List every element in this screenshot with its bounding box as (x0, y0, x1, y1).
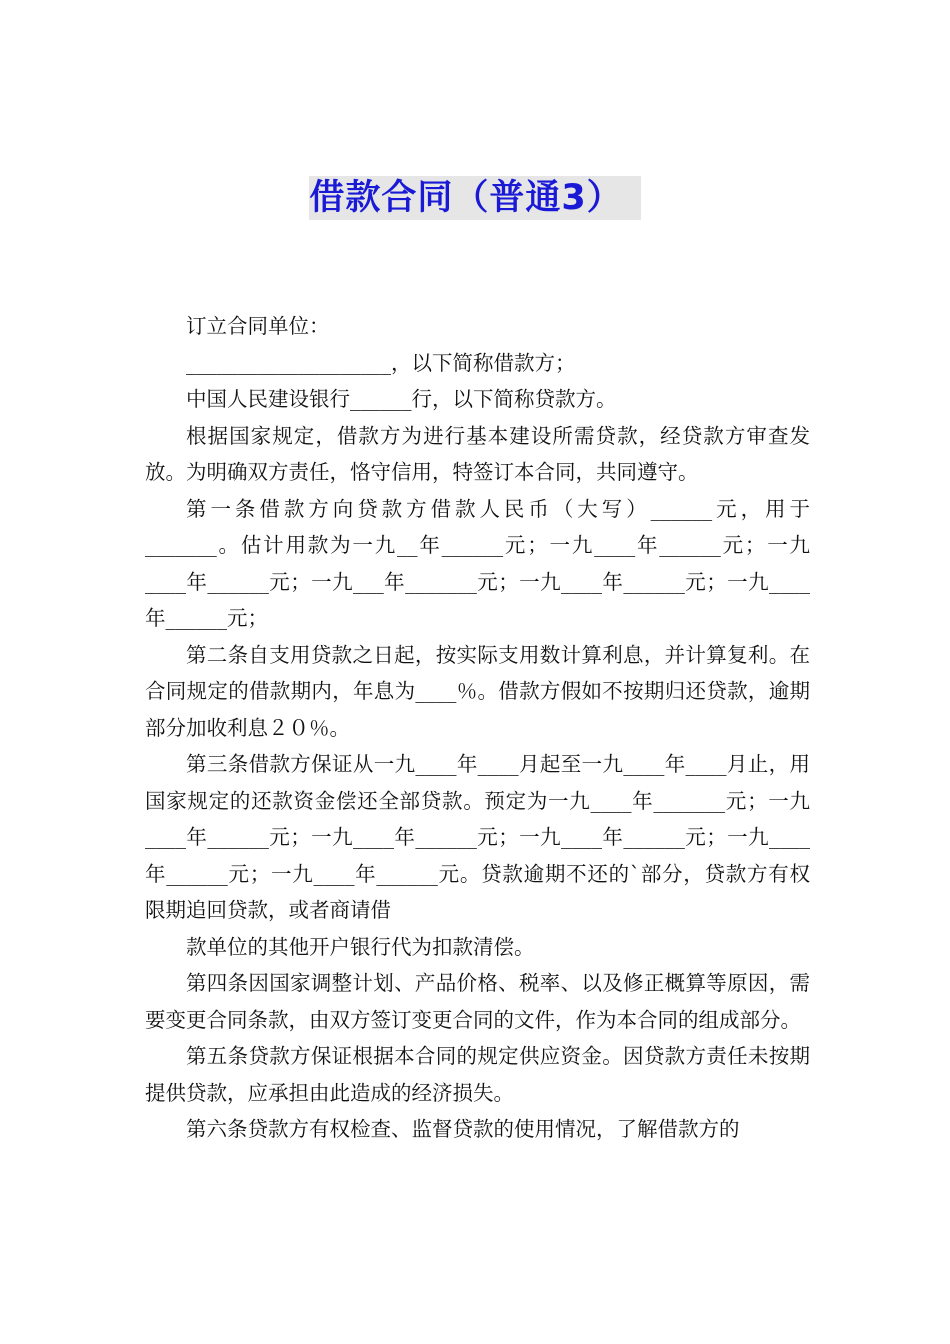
paragraph-borrower: ____________________，以下简称借款方； (186, 350, 576, 375)
paragraph-article-3: 第三条借款方保证从一九____年____月起至一九____年____月止，用国家规定的还款资金偿还全部贷款。预定为一九____年_______元；一九____年______元；一九____年______元；一九____年______元；一九____年______元；一九____年______元。贷款逾期不还的`部分，贷款方有权限期追回贷款，或者商请借 (145, 752, 810, 922)
paragraph-article-1: 第一条借款方向贷款方借款人民币（大写）______元，用于_______。估计用款为一九__年______元；一九____年______元；一九____年______元；一九___年_______元；一九____年______元；一九____年______元； (145, 496, 810, 630)
title-container (0, 176, 950, 220)
paragraph-article-6: 第六条贷款方有权检查、监督贷款的使用情况，了解借款方的 (186, 1117, 740, 1141)
paragraph-article-4: 第四条因国家调整计划、产品价格、税率、以及修正概算等原因，需要变更合同条款，由双方签订变更合同的文件，作为本合同的组成部分。 (145, 971, 810, 1032)
paragraph-article-3-continued: 款单位的其他开户银行代为扣款清偿。 (186, 934, 535, 959)
paragraph-article-2: 第二条自支用贷款之日起，按实际支用数计算利息，并计算复利。在合同规定的借款期内，年息为____％。借款方假如不按期归还贷款，逾期部分加收利息２０％。 (145, 642, 810, 740)
paragraph-lender: 中国人民建设银行______行，以下简称贷款方。 (186, 387, 617, 411)
paragraph-parties-heading: 订立合同单位： (186, 314, 330, 338)
document-body (145, 308, 810, 1148)
document-title: 借款合同（普通3） (309, 176, 640, 220)
paragraph-preamble: 根据国家规定，借款方为进行基本建设所需贷款，经贷款方审查发放。为明确双方责任，恪守信用，特签订本合同，共同遵守。 (145, 423, 810, 484)
paragraph-article-5: 第五条贷款方保证根据本合同的规定供应资金。因贷款方责任未按期提供贷款，应承担由此造成的经济损失。 (145, 1044, 810, 1105)
